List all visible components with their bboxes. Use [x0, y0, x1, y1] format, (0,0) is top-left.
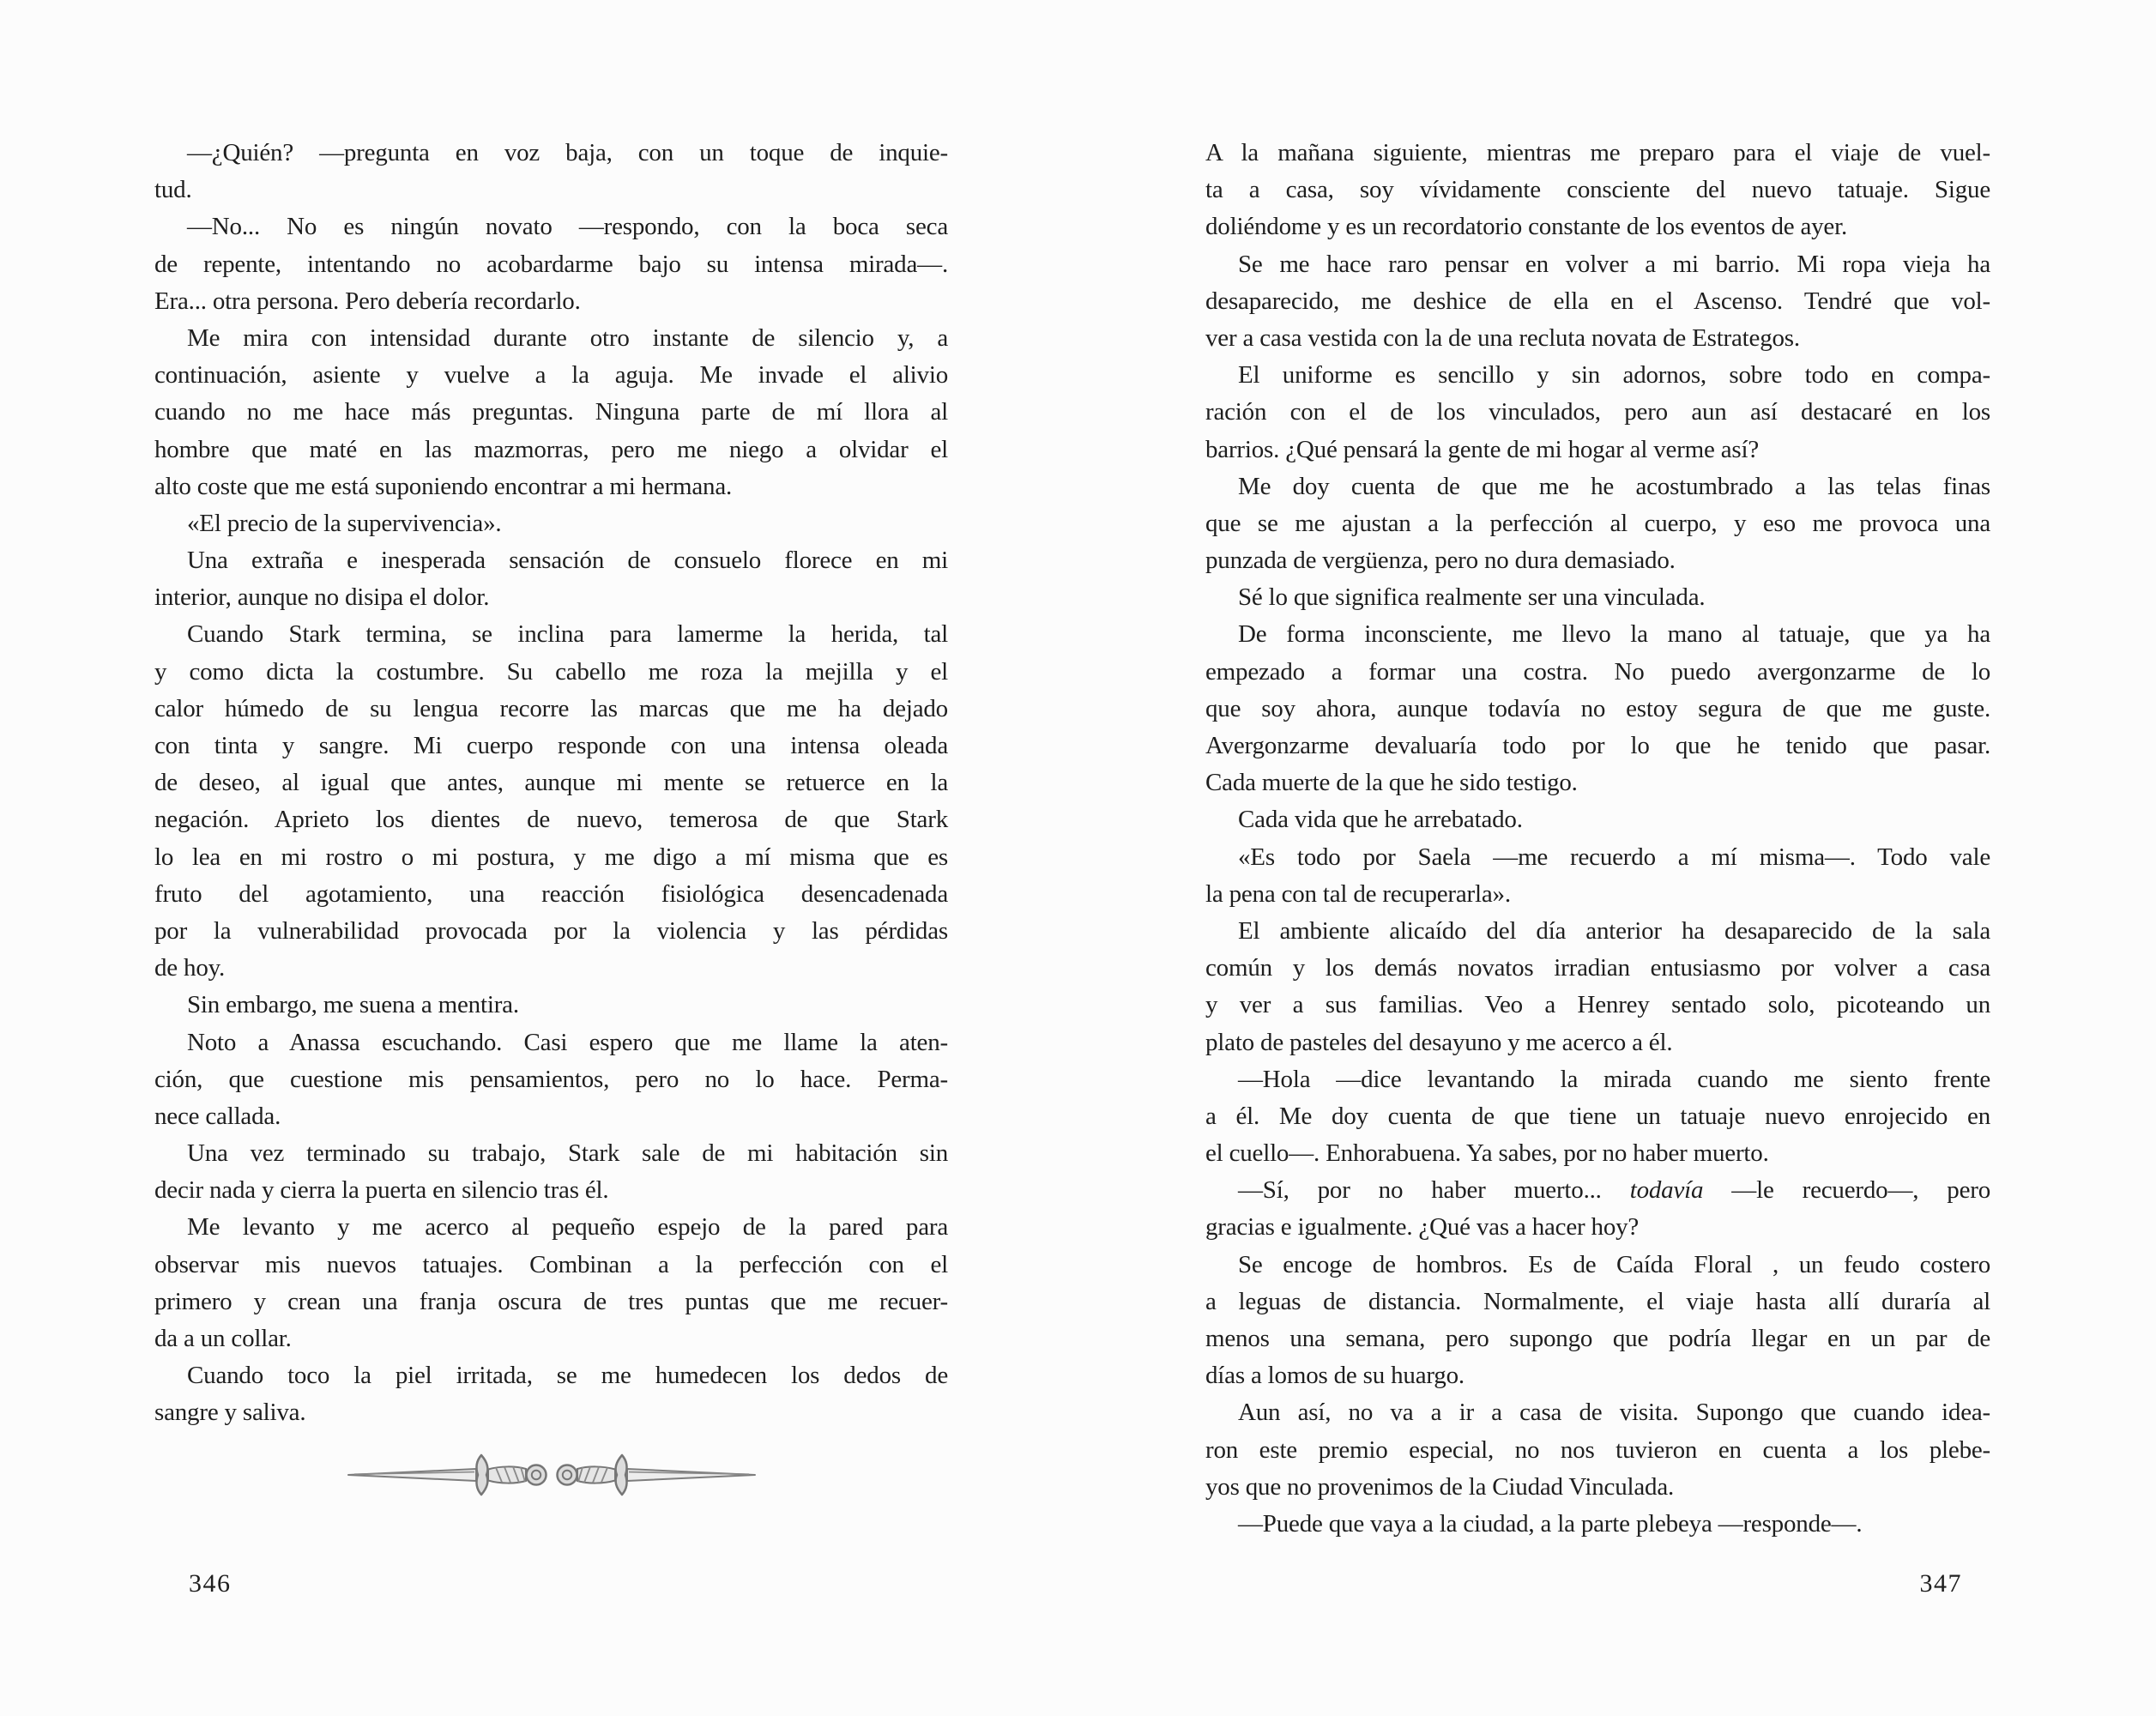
text-line: alto coste que me está suponiendo encontrar a mi hermana. — [154, 472, 733, 500]
text-line: «Es todo por Saela —me recuerdo a mí misma—. Todo vale — [1238, 843, 1990, 871]
text-line: fruto del agotamiento, una reacción fisiológica desencadenada — [154, 879, 948, 908]
text-line: desaparecido, me deshice de ella en el Ascenso. Tendré que vol- — [1205, 287, 1990, 315]
text-line: Me levanto y me acerco al pequeño espejo de la pared para — [187, 1213, 948, 1242]
text-line: —Puede que vaya a la ciudad, a la parte plebeya —responde—. — [1238, 1509, 1863, 1538]
text-line: sangre y saliva. — [154, 1399, 306, 1427]
text-line: —Sí, por no haber muerto... todavía —le recuerdo—, pero — [1238, 1176, 1991, 1205]
text-line: y ver a sus familias. Veo a Henrey sentado solo, picoteando un — [1205, 991, 1990, 1019]
text-line: calor húmedo de su lengua recorre las marcas que me ha dejado — [154, 694, 948, 722]
dagger-right-icon — [557, 1455, 755, 1495]
text-line: que se me ajustan a la perfección al cuerpo, y eso me provoca una — [1205, 509, 1990, 537]
text-line: hombre que maté en las mazmorras, pero me niego a olvidar el — [154, 435, 948, 463]
page-number-right: 347 — [1919, 1569, 1962, 1598]
text-line: y como dicta la costumbre. Su cabello me roza la mejilla y el — [154, 657, 948, 686]
text-line: Cuando toco la piel irritada, se me humedecen los dedos de — [187, 1362, 948, 1390]
text-line: barrios. ¿Qué pensará la gente de mi hogar al verme así? — [1205, 435, 1760, 463]
text-line: lo lea en mi rostro o mi postura, y me digo a mí misma que es — [154, 843, 948, 871]
text-line: ron este premio especial, no nos tuvieron en cuenta a los plebe- — [1205, 1435, 1990, 1464]
text-line: El ambiente alicaído del día anterior ha desaparecido de la sala — [1238, 916, 1990, 945]
text-line: menos una semana, pero supongo que podría llegar en un par de — [1205, 1325, 1990, 1352]
text-line: Noto a Anassa escuchando. Casi espero que me llame la aten- — [187, 1028, 948, 1056]
text-line: da a un collar. — [154, 1325, 292, 1352]
text-line: De forma inconsciente, me llevo la mano al tatuaje, que ya ha — [1238, 620, 1990, 649]
text-line: Cuando Stark termina, se inclina para lamerme la herida, tal — [187, 620, 948, 649]
text-line: de repente, intentando no acobardarme bajo su intensa mirada—. — [154, 250, 948, 278]
text-line: interior, aunque no disipa el dolor. — [154, 583, 490, 612]
text-line: a leguas de distancia. Normalmente, el viaje hasta allí duraría al — [1205, 1287, 1990, 1315]
text-line: por la vulnerabilidad provocada por la violencia y las pérdidas — [154, 916, 948, 945]
text-line: que soy ahora, aunque todavía no estoy segura de que me guste. — [1205, 694, 1990, 722]
text-line: continuación, asiente y vuelve a la aguja. Me invade el alivio — [154, 361, 948, 390]
text-line: Se me hace raro pensar en volver a mi barrio. Mi ropa vieja ha — [1238, 250, 1990, 278]
text-line: «El precio de la supervivencia». — [187, 509, 502, 537]
text-line: empezado a formar una costra. No puedo avergonzarme de lo — [1205, 657, 1990, 686]
text-line: Sé lo que significa realmente ser una vinculada. — [1238, 583, 1706, 612]
text-line: con tinta y sangre. Mi cuerpo responde con una intensa oleada — [154, 732, 948, 759]
text-line: El uniforme es sencillo y sin adornos, sobre todo en compa- — [1238, 361, 1990, 390]
text-line: Cada muerte de la que he sido testigo. — [1205, 769, 1578, 797]
text-line: Era... otra persona. Pero debería recordarlo. — [154, 287, 581, 315]
text-line: días a lomos de su huargo. — [1205, 1362, 1465, 1390]
text-line: gracias e igualmente. ¿Qué vas a hacer hoy? — [1205, 1213, 1640, 1242]
text-line: ta a casa, soy vívidamente consciente del nuevo tatuaje. Sigue — [1205, 176, 1990, 204]
page-left-text-column — [154, 135, 948, 1432]
text-line: Me mira con intensidad durante otro instante de silencio y, a — [187, 323, 948, 352]
page-right-text-column — [1205, 135, 1990, 1543]
text-line: cuando no me hace más preguntas. Ninguna parte de mí llora al — [154, 398, 948, 426]
text-line: nece callada. — [154, 1102, 281, 1130]
text-line: de hoy. — [154, 954, 226, 982]
text-line: Avergonzarme devaluaría todo por lo que he tenido que pasar. — [1205, 732, 1990, 759]
text-line: ver a casa vestida con la de una recluta novata de Estrategos. — [1205, 323, 1800, 352]
text-line: Una extraña e inesperada sensación de consuelo florece en mi — [187, 547, 948, 575]
text-line: el cuello—. Enhorabuena. Ya sabes, por no haber muerto. — [1205, 1139, 1769, 1168]
text-line: —No... No es ningún novato —respondo, con la boca seca — [187, 213, 948, 241]
text-line: la pena con tal de recuperarla». — [1205, 879, 1511, 908]
text-line: —¿Quién? —pregunta en voz baja, con un toque de inquie- — [187, 139, 948, 166]
text-line: —Hola —dice levantando la mirada cuando me siento frente — [1238, 1065, 1990, 1093]
text-line: Aun así, no va a ir a casa de visita. Supongo que cuando idea- — [1238, 1399, 1990, 1427]
text-line: común y los demás novatos irradian entusiasmo por volver a casa — [1205, 954, 1990, 982]
text-line: plato de pasteles del desayuno y me acerco a él. — [1205, 1028, 1673, 1056]
text-line: ración con el de los vinculados, pero aun así destacaré en los — [1205, 398, 1990, 426]
text-line: A la mañana siguiente, mientras me preparo para el viaje de vuel- — [1205, 139, 1990, 166]
text-line: doliéndome y es un recordatorio constante de los eventos de ayer. — [1205, 213, 1848, 241]
text-line: Una vez terminado su trabajo, Stark sale de mi habitación sin — [187, 1139, 948, 1168]
text-line: decir nada y cierra la puerta en silencio tras él. — [154, 1176, 609, 1205]
text-line: ción, que cuestione mis pensamientos, pero no lo hace. Perma- — [154, 1065, 948, 1093]
text-line: Me doy cuenta de que me he acostumbrado a las telas finas — [1238, 472, 1990, 500]
text-line: primero y crean una franja oscura de tres puntas que me recuer- — [154, 1287, 948, 1315]
text-line: tud. — [154, 176, 192, 204]
text-line: punzada de vergüenza, pero no dura demasiado. — [1205, 547, 1676, 575]
dagger-left-icon — [348, 1455, 547, 1495]
page-number-left: 346 — [189, 1569, 232, 1598]
text-line: de deseo, al igual que antes, aunque mi mente se retuerce en la — [154, 769, 948, 797]
text-line: negación. Aprieto los dientes de nuevo, temerosa de que Stark — [154, 806, 948, 834]
text-line: yos que no provenimos de la Ciudad Vinculada. — [1205, 1472, 1675, 1501]
opposed-daggers-divider-icon — [346, 1453, 758, 1496]
text-line: Sin embargo, me suena a mentira. — [187, 991, 519, 1019]
text-line: Cada vida que he arrebatado. — [1238, 806, 1523, 834]
text-line: Se encoge de hombros. Es de Caída Floral , un feudo costero — [1238, 1250, 1990, 1278]
text-line: a él. Me doy cuenta de que tiene un tatuaje nuevo enrojecido en — [1205, 1102, 1990, 1130]
scene-break-ornament — [154, 1453, 948, 1496]
text-line: observar mis nuevos tatuajes. Combinan a la perfección con el — [154, 1250, 948, 1278]
